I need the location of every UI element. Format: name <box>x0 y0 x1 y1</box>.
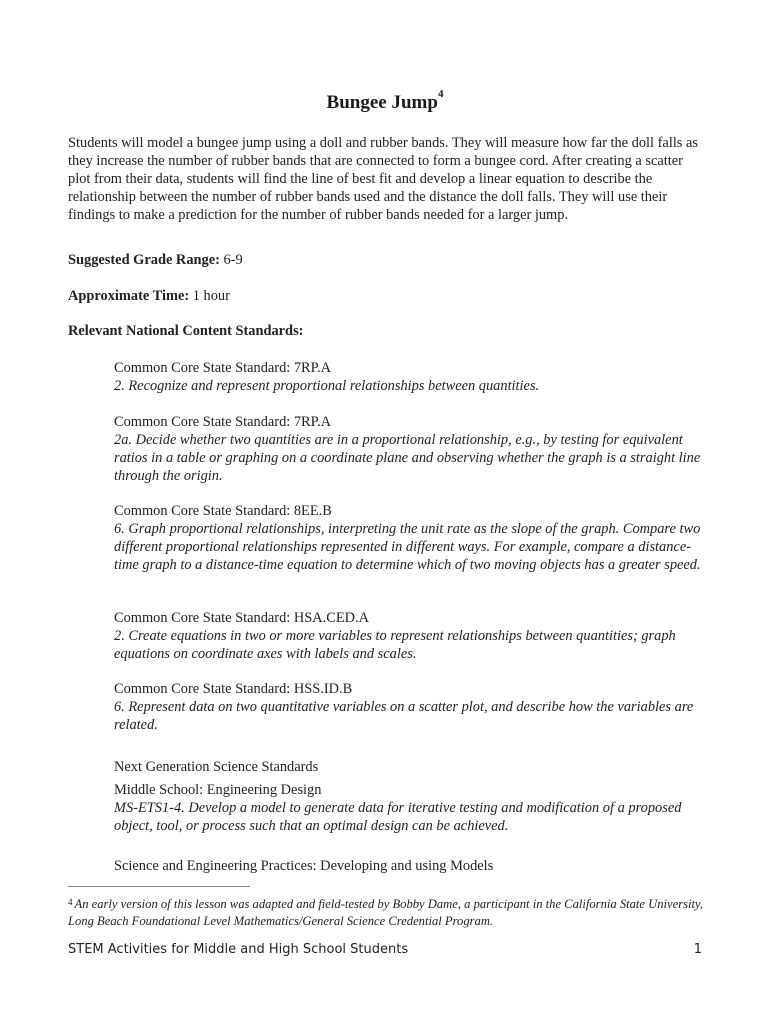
standard-desc: 2a. Decide whether two quantities are in a proportional relationship, e.g., by testing for equivalent ratios in a table or graphing on a coordinate plane and observing whether the graph is a straight line through the origin. <box>114 432 701 484</box>
standard-name: Common Core State Standard: 7RP.A <box>114 360 332 376</box>
standard-item <box>114 609 704 663</box>
footnote-divider <box>68 886 250 887</box>
title-footnote-mark: 4 <box>437 88 444 100</box>
ngss-desc: MS-ETS1-4. Develop a model to generate data for iterative testing and modification of a proposed object, tool, or process such that an optimal design can be achieved. <box>114 800 682 834</box>
standard-desc: 2. Create equations in two or more variables to represent relationships between quantities; graph equations on coordinate axes with labels and scales. <box>114 628 676 662</box>
approx-time <box>68 288 230 305</box>
standard-item <box>114 413 704 485</box>
footnote-mark: 4 <box>68 897 73 907</box>
ngss-item <box>114 781 704 835</box>
ngss-heading: Next Generation Science Standards <box>114 759 319 775</box>
page-title <box>0 88 770 114</box>
grade-range-value: 6-9 <box>223 252 243 268</box>
standard-name: Common Core State Standard: 7RP.A <box>114 414 332 430</box>
page-number: 1 <box>693 942 702 957</box>
standard-name: Common Core State Standard: HSS.ID.B <box>114 681 353 697</box>
ngss-sub: Middle School: Engineering Design <box>114 782 322 798</box>
practices-line: Science and Engineering Practices: Developing and using Models <box>114 858 494 874</box>
footer-title: STEM Activities for Middle and High School Students <box>68 942 409 957</box>
standard-desc: 6. Graph proportional relationships, interpreting the unit rate as the slope of the graph. Compare two different proportional relationships represented in different ways. For example, compare a distance-time graph to a distance-time equation to determine which of two moving objects has a greater speed. <box>114 521 701 573</box>
grade-range-label: Suggested Grade Range: <box>68 252 220 268</box>
standard-item <box>114 680 704 734</box>
approx-time-value: 1 hour <box>192 288 230 304</box>
footnote-text: An early version of this lesson was adapted and field-tested by Bobby Dame, a participant in the California State University, Long Beach Foundational Level Mathematics/General Science Credential Program. <box>68 897 704 928</box>
title-text: Bungee Jump <box>326 92 438 113</box>
standard-name: Common Core State Standard: HSA.CED.A <box>114 610 370 626</box>
standard-name: Common Core State Standard: 8EE.B <box>114 503 332 519</box>
standards-heading: Relevant National Content Standards: <box>68 323 304 339</box>
intro-paragraph: Students will model a bungee jump using a doll and rubber bands. They will measure how far the doll falls as they increase the number of rubber bands that are connected to form a bungee cord. After creating a scatter plot from their data, students will find the line of best fit and develop a linear equation to describe the relationship between the number of rubber bands used and the distance the doll falls. They will use their findings to make a prediction for the number of rubber bands needed for a larger jump. <box>68 135 698 223</box>
standard-desc: 6. Represent data on two quantitative variables on a scatter plot, and describe how the variables are related. <box>114 699 694 733</box>
footnote <box>68 896 708 930</box>
grade-range <box>68 252 243 269</box>
standard-item <box>114 359 704 395</box>
approx-time-label: Approximate Time: <box>68 288 190 304</box>
standard-item <box>114 502 704 574</box>
standard-desc: 2. Recognize and represent proportional relationships between quantities. <box>114 378 540 394</box>
